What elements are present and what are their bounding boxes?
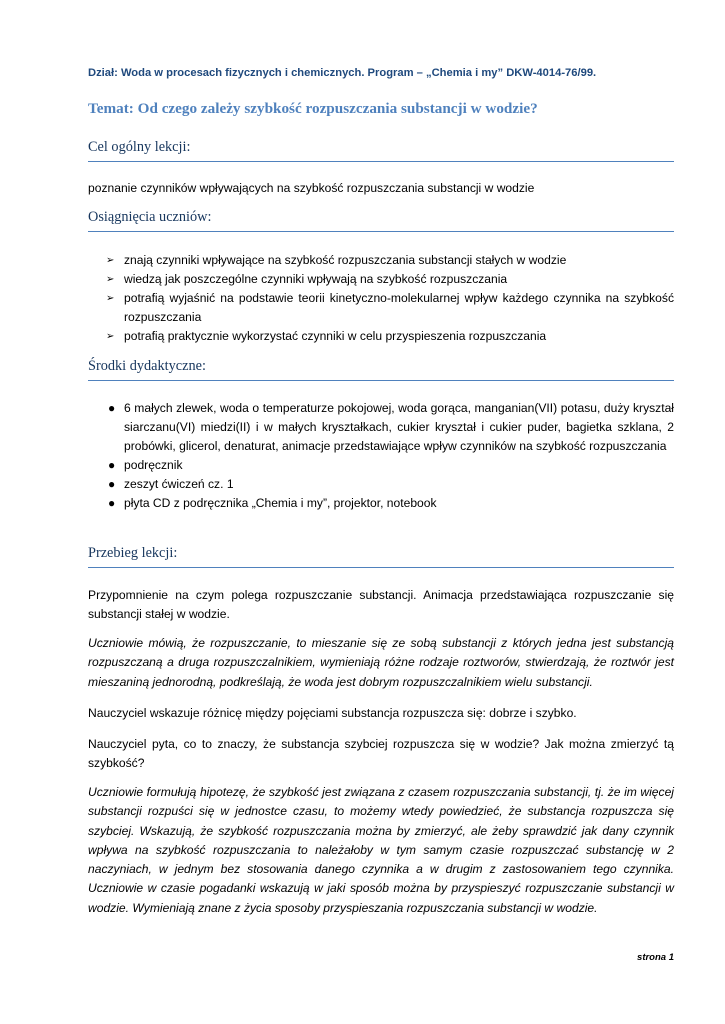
cel-text: poznanie czynników wpływających na szybkość rozpuszczania substancji w wodzie (88, 181, 535, 195)
bullet-dot-icon: ● (108, 458, 116, 472)
przebieg-paragraph-3: Nauczyciel wskazuje różnicę między pojęciami substancja rozpuszcza się: dobrze i szybko. (88, 706, 577, 720)
list-item: ● 6 małych zlewek, woda o temperaturze pokojowej, woda gorąca, manganian(VII) potasu, duży kryształ siarczanu(VI) miedzi(II) i w małych kryształkach, cukier kryształ i cukier puder, bagietka szklana, 2 probówki, glicerol, denaturat, animacje przedstawiające wpływ czynników na szybkość rozpuszczania (108, 401, 674, 453)
arrow-bullet-icon: ➢ (106, 255, 115, 266)
bullet-dot-icon: ● (108, 496, 116, 510)
przebieg-heading: Przebieg lekcji: (88, 545, 674, 568)
lesson-title: Temat: Od czego zależy szybkość rozpuszczania substancji w wodzie? (88, 100, 538, 117)
list-item: ● zeszyt ćwiczeń cz. 1 (88, 475, 674, 494)
list-item: ➢ wiedzą jak poszczególne czynniki wpływają na szybkość rozpuszczania (88, 270, 674, 289)
list-item: ● płyta CD z podręcznika „Chemia i my”, projektor, notebook (88, 494, 674, 513)
przebieg-paragraph-5: Uczniowie formułują hipotezę, że szybkość jest związana z czasem rozpuszczania substancji, tj. że im więcej substancji rozpuści się w jednostce czasu, to możemy wtedy powiedzieć, że substancja rozpuszcza się szybciej. Wskazują, że szybkość rozpuszczania można by zmierzyć, ale żeby sprawdzić jak dany czynnik wpływa na szybkość rozpuszczania to należałoby w tym samym czasie rozpuszczać substancję w 2 naczyniach, w jednym bez stosowania danego czynnika a w drugim z zastosowaniem tego czynnika. Uczniowie w czasie pogadanki wskazują w jaki sposób można by przyspieszyć rozpuszczanie substancji w wodzie. Wymieniają znane z życia sposoby przyspieszania rozpuszczania substancji w wodzie. (88, 785, 674, 915)
list-item: ➢ potrafią wyjaśnić na podstawie teorii kinetyczno-molekularnej wpływ każdego czynnika na szybkość rozpuszczania (106, 291, 674, 324)
bullet-dot-icon: ● (108, 477, 116, 491)
osiagniecia-heading: Osiągnięcia uczniów: (88, 209, 674, 232)
list-item: ● podręcznik (88, 456, 674, 475)
list-item: ➢ znają czynniki wpływające na szybkość rozpuszczania substancji stałych w wodzie (88, 251, 674, 270)
cel-heading: Cel ogólny lekcji: (88, 139, 674, 162)
przebieg-paragraph-4: Nauczyciel pyta, co to znaczy, że substancja szybciej rozpuszcza się w wodzie? Jak można zmierzyć tą szybkość? (88, 737, 674, 771)
osiagniecia-list (88, 251, 674, 346)
srodki-list (88, 399, 674, 513)
przebieg-paragraph-1: Przypomnienie na czym polega rozpuszczanie substancji. Animacja przedstawiająca rozpuszczanie się substancji stałej w wodzie. (88, 588, 674, 622)
list-item: ➢ potrafią praktycznie wykorzystać czynniki w celu przyspieszenia rozpuszczania (88, 327, 674, 346)
arrow-bullet-icon: ➢ (106, 293, 115, 304)
srodki-heading: Środki dydaktyczne: (88, 358, 674, 381)
przebieg-paragraph-2: Uczniowie mówią, że rozpuszczanie, to mieszanie się ze sobą substancji z których jedna jest substancją rozpuszczaną a druga rozpuszczalnikiem, wymieniają różne rodzaje roztworów, stwierdzają, że roztwór jest mieszaniną jednorodną, podkreślają, że woda jest dobrym rozpuszczalnikiem wielu substancji. (88, 636, 674, 689)
bullet-dot-icon: ● (108, 401, 116, 415)
dzial-line: Dział: Woda w procesach fizycznych i chemicznych. Program – „Chemia i my” DKW-4014-76/99. (88, 67, 597, 79)
arrow-bullet-icon: ➢ (106, 331, 115, 342)
page-number: strona 1 (637, 952, 674, 963)
arrow-bullet-icon: ➢ (106, 274, 115, 285)
